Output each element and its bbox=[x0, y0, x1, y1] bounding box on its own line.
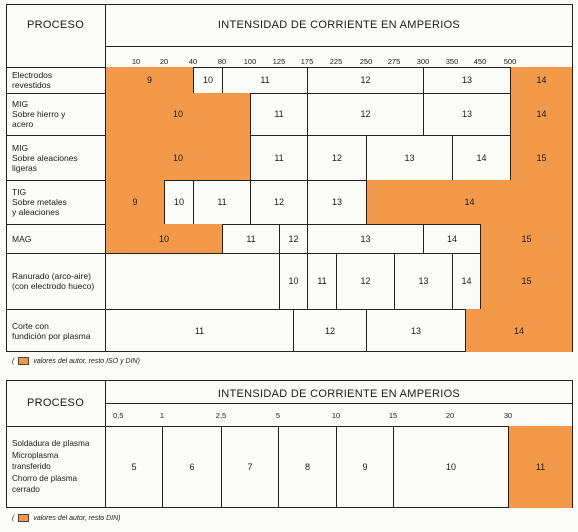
row-label-line: MIG bbox=[12, 142, 29, 153]
row-label-line: Soldadura de plasma bbox=[12, 439, 90, 449]
header-underline bbox=[105, 46, 573, 47]
proceso-header: PROCESO bbox=[26, 19, 85, 31]
tick-label: 175 bbox=[300, 57, 314, 66]
row-label-line: Ranurado (arco-aire) bbox=[12, 271, 91, 281]
row-label bbox=[6, 135, 105, 180]
current-range-cell: 15 bbox=[480, 224, 572, 253]
row-label-line: Electrodos bbox=[12, 70, 53, 80]
row-label bbox=[6, 253, 105, 309]
row-label-line: Chorro de plasma bbox=[12, 473, 78, 483]
current-range-cell: 14 bbox=[465, 309, 572, 352]
row-label bbox=[6, 67, 105, 93]
current-range-cell: 11 bbox=[105, 309, 293, 352]
intensidad-header-2: INTENSIDAD DE CORRIENTE EN AMPERIOS bbox=[217, 388, 461, 400]
current-range-cell: 10 bbox=[279, 253, 307, 309]
current-range-cell: 5 bbox=[105, 426, 162, 508]
row-label-plasma bbox=[6, 426, 105, 508]
tick-label: 450 bbox=[473, 57, 487, 66]
row-label-line: Sobre aleaciones bbox=[12, 152, 78, 163]
current-range-cell: 14 bbox=[366, 180, 572, 224]
header-underline-2 bbox=[105, 403, 573, 404]
row-label-line: (con electrodo hueco) bbox=[12, 281, 95, 291]
current-range-cell: 10 bbox=[193, 67, 222, 93]
current-range-cell: 12 bbox=[293, 309, 366, 352]
current-range-cell: 14 bbox=[452, 253, 480, 309]
row-label bbox=[6, 309, 105, 352]
current-range-cell: 12 bbox=[336, 253, 394, 309]
current-range-cell: 11 bbox=[307, 253, 336, 309]
current-range-cell: 12 bbox=[307, 93, 423, 135]
current-range-cell: 6 bbox=[162, 426, 221, 508]
row-label-line: revestidos bbox=[12, 80, 51, 90]
current-range-cell: 10 bbox=[105, 224, 222, 253]
current-range-cell: 10 bbox=[164, 180, 193, 224]
current-range-cell: 13 bbox=[366, 309, 465, 352]
legend-note: ( valores del autor, resto ISO y DIN) bbox=[12, 357, 140, 365]
current-range-cell: 11 bbox=[222, 67, 307, 93]
highlight-swatch-2 bbox=[18, 514, 29, 522]
current-range-cell: 10 bbox=[105, 135, 250, 180]
tick-label: 250 bbox=[359, 57, 373, 66]
row-label bbox=[6, 180, 105, 224]
row-label-line: Corte con bbox=[12, 320, 49, 331]
current-range-cell: 11 bbox=[250, 93, 307, 135]
current-range-cell bbox=[105, 253, 279, 309]
current-range-cell: 14 bbox=[510, 67, 572, 93]
tick-label: 100 bbox=[243, 57, 257, 66]
tick-label: 10 bbox=[331, 411, 341, 420]
highlight-swatch bbox=[18, 357, 29, 365]
tick-label: 125 bbox=[272, 57, 286, 66]
intensidad-header: INTENSIDAD DE CORRIENTE EN AMPERIOS bbox=[217, 19, 461, 31]
current-range-cell: 12 bbox=[279, 224, 307, 253]
row-label-line: Sobre metales bbox=[12, 197, 67, 207]
current-range-cell: 12 bbox=[307, 67, 423, 93]
row-label-line: MAG bbox=[12, 233, 32, 244]
tick-label: 225 bbox=[329, 57, 343, 66]
legend-note-2: ( valores del autor, resto DIN) bbox=[12, 514, 121, 522]
tick-label: 0,5 bbox=[113, 411, 124, 420]
current-range-cell: 11 bbox=[193, 180, 250, 224]
tick-label: 40 bbox=[188, 57, 198, 66]
row-label-line: TIG bbox=[12, 187, 27, 197]
current-range-cell: 14 bbox=[452, 135, 510, 180]
current-range-cell: 12 bbox=[307, 135, 366, 180]
tick-label: 500 bbox=[503, 57, 517, 66]
current-range-cell: 10 bbox=[105, 93, 250, 135]
tick-label: 275 bbox=[387, 57, 401, 66]
tick-label: 2,5 bbox=[215, 411, 227, 420]
current-range-cell: 15 bbox=[510, 135, 572, 180]
current-range-cell: 13 bbox=[423, 93, 510, 135]
tick-label: 350 bbox=[445, 57, 459, 66]
current-range-cell: 10 bbox=[393, 426, 508, 508]
current-range-cell: 9 bbox=[105, 180, 164, 224]
tick-label: 15 bbox=[388, 411, 398, 420]
tick-label: 5 bbox=[275, 411, 281, 420]
current-range-cell: 11 bbox=[508, 426, 572, 508]
row-label bbox=[6, 93, 105, 135]
current-range-cell: 11 bbox=[250, 135, 307, 180]
current-range-cell: 9 bbox=[105, 67, 193, 93]
row-label-line: fundición por plasma bbox=[12, 330, 91, 341]
row-label bbox=[6, 224, 105, 253]
current-range-cell: 14 bbox=[510, 93, 572, 135]
tick-label: 20 bbox=[445, 411, 455, 420]
row-label-line: transferido bbox=[12, 462, 51, 472]
current-range-cell: 13 bbox=[394, 253, 452, 309]
tick-label: 80 bbox=[217, 57, 227, 66]
current-range-cell: 13 bbox=[423, 67, 510, 93]
current-range-cell: 7 bbox=[221, 426, 278, 508]
row-label-line: Microplasma bbox=[12, 450, 59, 460]
current-range-cell: 13 bbox=[307, 180, 366, 224]
row-label-line: Sobre hierro y bbox=[12, 109, 66, 119]
row-label-line: y aleaciones bbox=[12, 207, 60, 217]
current-range-cell: 11 bbox=[222, 224, 279, 253]
tick-label: 300 bbox=[416, 57, 430, 66]
tick-label: 10 bbox=[131, 57, 141, 66]
row-label-line: acero bbox=[12, 119, 34, 129]
current-range-cell: 15 bbox=[480, 253, 572, 309]
tick-label: 1 bbox=[159, 411, 165, 420]
tick-label: 30 bbox=[503, 411, 513, 420]
current-range-cell: 14 bbox=[423, 224, 480, 253]
current-range-cell: 8 bbox=[278, 426, 336, 508]
proceso-header-2: PROCESO bbox=[26, 397, 85, 409]
row-label-line: MIG bbox=[12, 99, 29, 109]
row-label-line: cerrado bbox=[12, 485, 40, 495]
row-label-line: ligeras bbox=[12, 162, 38, 173]
current-range-cell: 12 bbox=[250, 180, 307, 224]
current-range-cell: 9 bbox=[336, 426, 393, 508]
tick-label: 20 bbox=[159, 57, 169, 66]
current-range-cell: 13 bbox=[307, 224, 423, 253]
current-range-cell: 13 bbox=[366, 135, 452, 180]
